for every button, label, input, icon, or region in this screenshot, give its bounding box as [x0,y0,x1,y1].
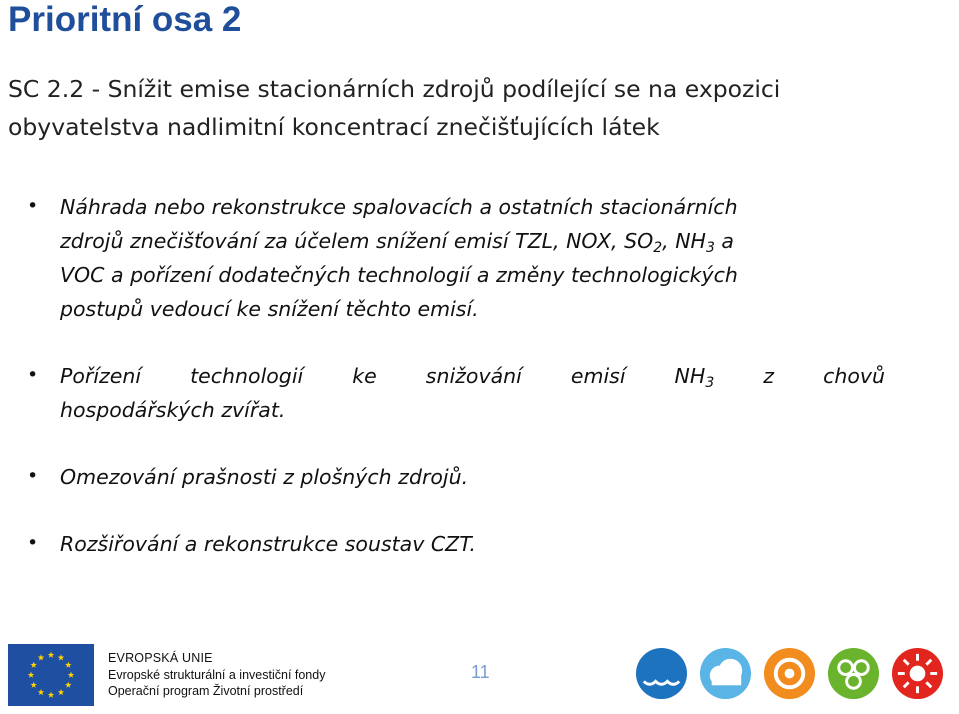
waste-logo-icon [762,646,817,701]
eu-line-2: Evropské strukturální a investiční fondy [108,667,326,682]
energy-logo-icon [890,646,945,701]
bullet-item-1 [27,190,885,326]
nh3-subscript: 3 [705,375,715,391]
bullet-1-line-2 [60,224,885,258]
bullet-item-3 [27,460,885,494]
bullet-marker: • [27,364,39,386]
bullet-2-line-1a: Pořízení technologií ke snižování emisí NH [60,364,706,388]
water-logo-icon [634,646,689,701]
eu-line-3: Operační program Životní prostředí [108,684,304,698]
bullet-1-line-3: VOC a pořízení dodatečných technologií a změny technologických [60,263,738,287]
page-number: 11 [471,662,490,682]
slide-title: Prioritní osa 2 [8,0,242,39]
so2-subscript: 2 [653,240,663,256]
bullet-2-line-1b: z chovů [714,364,885,388]
bullet-list [27,190,885,594]
nature-logo-icon [826,646,881,701]
subtitle-line-1: SC 2.2 - Snížit emise stacionárních zdrojů podílející se na expozici [8,75,781,103]
bullet-marker: • [27,465,39,487]
footer [0,640,959,714]
bullet-1-line-2c: a [714,229,734,253]
bullet-4-text: Rozšiřování a rekonstrukce soustav CZT. [60,532,476,556]
bullet-marker: • [27,195,39,217]
bullet-1-line-1: Náhrada nebo rekonstrukce spalovacích a ostatních stacionárních [60,195,738,219]
nh3-subscript: 3 [705,240,715,256]
slide-subtitle [8,70,958,146]
eu-line-1: EVROPSKÁ UNIE [108,651,213,665]
eu-text-block [108,650,325,700]
bullet-2-line-1 [60,359,885,393]
eu-flag-icon [8,644,94,706]
bullet-1-line-2a: zdrojů znečišťování za účelem snížení emisí TZL, NOX, SO [60,229,654,253]
bullet-1-line-2b: , NH [662,229,706,253]
bullet-2-line-2: hospodářských zvířat. [60,398,286,422]
bullet-item-4 [27,527,885,561]
bullet-1-line-4: postupů vedoucí ke snížení těchto emisí. [60,297,479,321]
air-logo-icon [698,646,753,701]
bullet-item-2 [27,359,885,427]
program-logos [632,646,958,706]
bullet-marker: • [27,532,39,554]
subtitle-line-2: obyvatelstva nadlimitní koncentrací znečišťujících látek [8,113,660,141]
bullet-3-text: Omezování prašnosti z plošných zdrojů. [60,465,469,489]
